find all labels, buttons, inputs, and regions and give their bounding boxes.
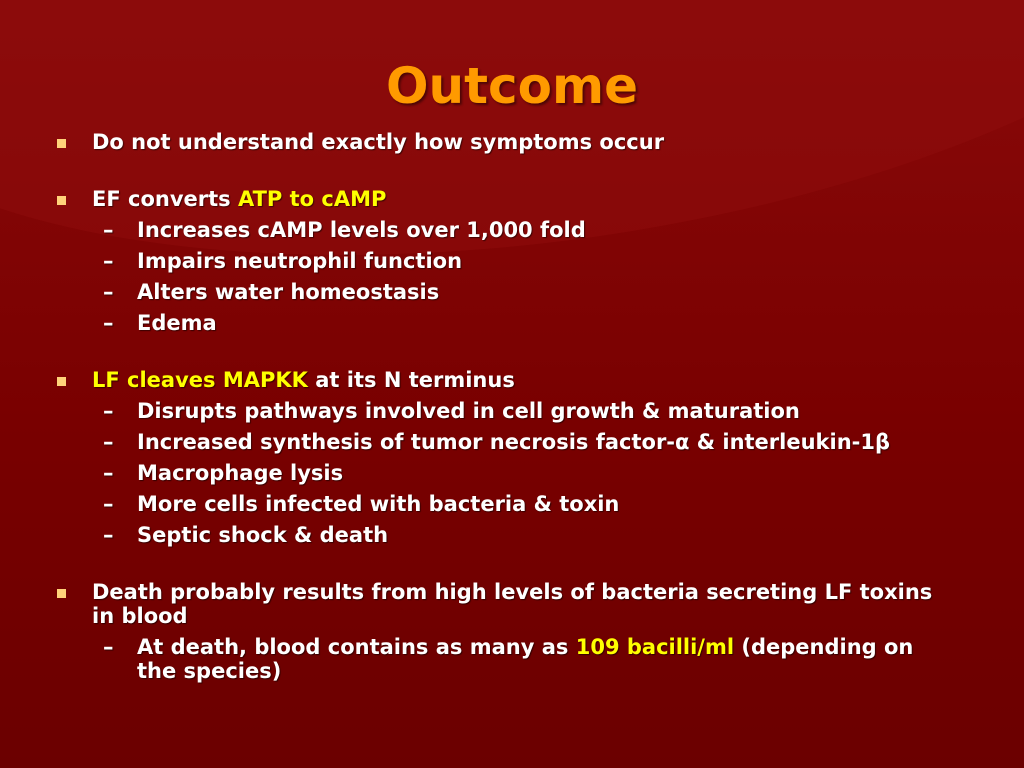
dash-marker: – xyxy=(103,492,114,516)
slide-title: Outcome xyxy=(385,57,638,115)
dash-marker: – xyxy=(103,635,114,659)
sub-item xyxy=(56,399,956,423)
dash-marker: – xyxy=(103,249,114,273)
bullet-text: Death probably results from high levels of bacteria secreting LF toxins in blood xyxy=(92,580,933,628)
sub-item xyxy=(56,635,956,683)
sub-item-text: (depending on the species) xyxy=(137,635,914,683)
square-bullet-icon xyxy=(57,589,66,598)
dash-marker: – xyxy=(103,218,114,242)
dash-marker: – xyxy=(103,311,114,335)
bullet-item-symptoms xyxy=(56,130,956,154)
dash-marker: – xyxy=(103,399,114,423)
dash-marker: – xyxy=(103,280,114,304)
sub-item-text: At death, blood contains as many as xyxy=(137,635,576,659)
dash-marker: – xyxy=(103,523,114,547)
square-bullet-icon xyxy=(57,196,66,205)
sub-item xyxy=(56,218,956,242)
sub-item xyxy=(56,523,956,547)
bullet-text: Do not understand exactly how symptoms occur xyxy=(92,130,665,154)
sub-item-text: Macrophage lysis xyxy=(137,461,344,485)
dash-marker: – xyxy=(103,430,114,454)
highlight-text: 109 bacilli/ml xyxy=(575,635,735,659)
square-bullet-icon xyxy=(57,139,66,148)
sub-item-text: Disrupts pathways involved in cell growth & maturation xyxy=(137,399,800,423)
sub-item-text: Septic shock & death xyxy=(137,523,389,547)
bullet-text: at its N terminus xyxy=(307,368,515,392)
highlight-text: LF cleaves MAPKK xyxy=(92,368,308,392)
sub-item xyxy=(56,461,956,485)
square-bullet-icon xyxy=(57,377,66,386)
bullet-item-death xyxy=(56,580,956,628)
highlight-text: ATP to cAMP xyxy=(237,187,387,211)
sub-item-text: Impairs neutrophil function xyxy=(137,249,463,273)
sub-item-text: More cells infected with bacteria & toxin xyxy=(137,492,620,516)
sub-item-text: Increased synthesis of tumor necrosis factor-α & interleukin-1β xyxy=(137,430,891,454)
bullet-text: EF converts xyxy=(92,187,238,211)
sub-item xyxy=(56,492,956,516)
bullet-item-ef xyxy=(56,187,956,211)
bullet-item-lf xyxy=(56,368,956,392)
sub-item-text: Edema xyxy=(137,311,217,335)
dash-marker: – xyxy=(103,461,114,485)
sub-item xyxy=(56,430,956,454)
slide-content xyxy=(56,130,956,683)
sub-item-text: Alters water homeostasis xyxy=(137,280,440,304)
sub-item xyxy=(56,280,956,304)
sub-item-text: Increases cAMP levels over 1,000 fold xyxy=(137,218,586,242)
sub-item xyxy=(56,249,956,273)
sub-item xyxy=(56,311,956,335)
